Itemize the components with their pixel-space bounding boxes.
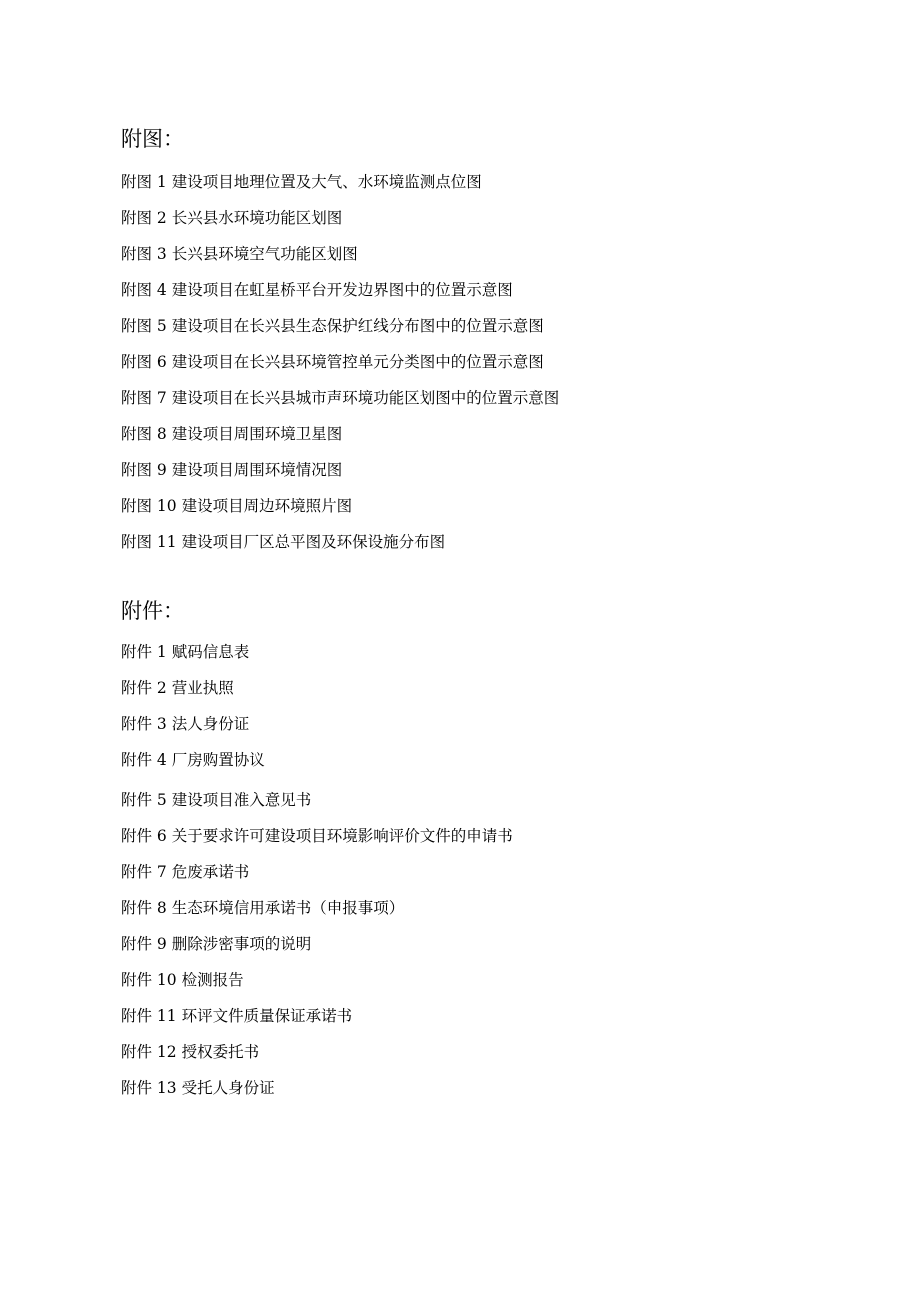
figure-item: 附图 8 建设项目周围环境卫星图 (121, 425, 343, 443)
figure-item: 附图 10 建设项目周边环境照片图 (121, 497, 353, 515)
attachment-item: 附件 11 环评文件质量保证承诺书 (121, 1007, 353, 1025)
attachment-item: 附件 6 关于要求许可建设项目环境影响评价文件的申请书 (121, 827, 513, 845)
attachment-item: 附件 5 建设项目准入意见书 (121, 791, 312, 809)
attachment-item: 附件 13 受托人身份证 (121, 1079, 275, 1097)
attachment-item: 附件 12 授权委托书 (121, 1043, 260, 1061)
attachment-item: 附件 8 生态环境信用承诺书（申报事项） (121, 899, 405, 917)
figure-item: 附图 11 建设项目厂区总平图及环保设施分布图 (121, 533, 446, 551)
figures-section (121, 124, 821, 560)
figure-item: 附图 3 长兴县环境空气功能区划图 (121, 245, 358, 263)
figure-item: 附图 9 建设项目周围环境情况图 (121, 461, 343, 479)
figures-heading: 附图： (121, 127, 184, 151)
figures-list (121, 164, 821, 560)
figure-item: 附图 4 建设项目在虹星桥平台开发边界图中的位置示意图 (121, 281, 513, 299)
attachments-section (121, 596, 821, 1106)
attachment-item: 附件 3 法人身份证 (121, 715, 250, 733)
attachment-item: 附件 10 检测报告 (121, 971, 244, 989)
attachment-item: 附件 4 厂房购置协议 (121, 751, 265, 769)
attachment-item: 附件 2 营业执照 (121, 679, 234, 697)
attachment-item: 附件 9 删除涉密事项的说明 (121, 935, 312, 953)
attachment-item: 附件 1 赋码信息表 (121, 643, 250, 661)
attachment-item: 附件 7 危废承诺书 (121, 863, 250, 881)
figure-item: 附图 2 长兴县水环境功能区划图 (121, 209, 343, 227)
attachments-heading: 附件： (121, 599, 184, 623)
figure-item: 附图 1 建设项目地理位置及大气、水环境监测点位图 (121, 173, 482, 191)
figure-item: 附图 7 建设项目在长兴县城市声环境功能区划图中的位置示意图 (121, 389, 560, 407)
figure-item: 附图 6 建设项目在长兴县环境管控单元分类图中的位置示意图 (121, 353, 544, 371)
attachments-list (121, 634, 821, 1106)
figure-item: 附图 5 建设项目在长兴县生态保护红线分布图中的位置示意图 (121, 317, 544, 335)
